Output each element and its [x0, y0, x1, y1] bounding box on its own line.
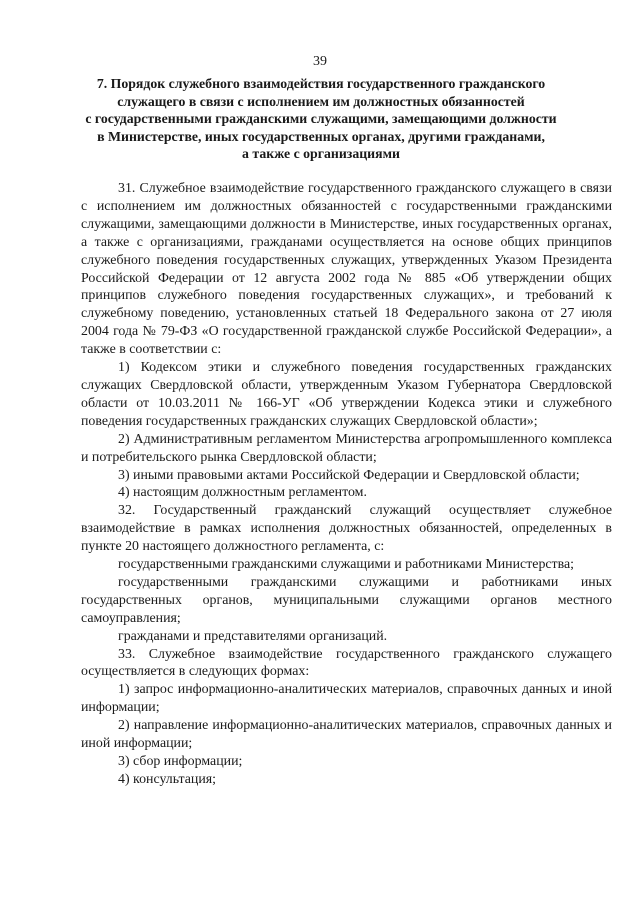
- list-item-33-1: 1) запрос информационно-аналитических материалов, справочных данных и иной информации;: [81, 682, 612, 716]
- list-item-32-ministry: государственными гражданскими служащими и работниками Министерства;: [118, 557, 575, 573]
- section-heading: [60, 75, 582, 163]
- list-item-33-3: 3) сбор информации;: [118, 754, 243, 769]
- paragraph-32: 32. Государственный гражданский служащий осуществляет служебное взаимодействие в рамках исполнения должностных обязанностей, определенных в пункте 20 настоящего должностного регламента, с:: [81, 503, 612, 555]
- heading-line: 7. Порядок служебного взаимодействия государственного гражданского: [96, 76, 546, 91]
- list-item-31-4: 4) настоящим должностным регламентом.: [118, 485, 367, 501]
- paragraph-31: 31. Служебное взаимодействие государственного гражданского служащего в связи с исполнением им должностных обязанностей с государственными гражданскими служащими, замещающими должности в Министерстве, иных государственных органах, а также с организациями, гражданами осуществляется на основе общих принципов служебного поведения государственных служащих, утвержденных Указом Президента Российской Федерации от 12 августа 2002 года № 885 «Об утверждении общих принципов служебного поведения государственных служащих», и требований к служебному поведению, установленных статьей 18 Федерального закона от 27 июля 2004 года № 79-ФЗ «О государственной гражданской службе Российской Федерации», а также в соответствии с:: [81, 181, 612, 358]
- list-item-32-other-bodies: государственными гражданскими служащими и работниками иных государственных органов, муниципальными служащими органов местного самоуправления;: [81, 574, 612, 626]
- list-item-31-2: 2) Административным регламентом Министерства агропромышленного комплекса и потребительского рынка Свердловской области;: [81, 431, 612, 465]
- list-item-31-1: 1) Кодексом этики и служебного поведения государственных гражданских служащих Свердловской области, утвержденным Указом Губернатора Свердловской области от 10.03.2011 № 166-УГ «Об утверждении Кодекса этики и служебного поведения государственных гражданских служащих Свердловской области»;: [81, 360, 612, 429]
- heading-line: с государственными гражданскими служащими, замещающими должности: [85, 111, 557, 126]
- heading-line: в Министерстве, иных государственных органах, другими гражданами,: [97, 128, 545, 144]
- list-item-33-2: 2) направление информационно-аналитических материалов, справочных данных и иной информации;: [81, 718, 612, 752]
- page-number: 39: [313, 54, 327, 69]
- list-item-31-3: 3) иными правовыми актами Российской Федерации и Свердловской области;: [118, 467, 580, 483]
- paragraph-33: 33. Служебное взаимодействие государственного гражданского служащего осуществляется в следующих формах:: [81, 646, 612, 680]
- heading-line: служащего в связи с исполнением им должностных обязанностей: [117, 93, 525, 109]
- list-item-32-citizens: гражданами и представителями организаций.: [118, 628, 388, 644]
- heading-line: а также с организациями: [242, 146, 400, 161]
- list-item-33-4: 4) консультация;: [118, 771, 217, 787]
- body-text: [81, 180, 612, 789]
